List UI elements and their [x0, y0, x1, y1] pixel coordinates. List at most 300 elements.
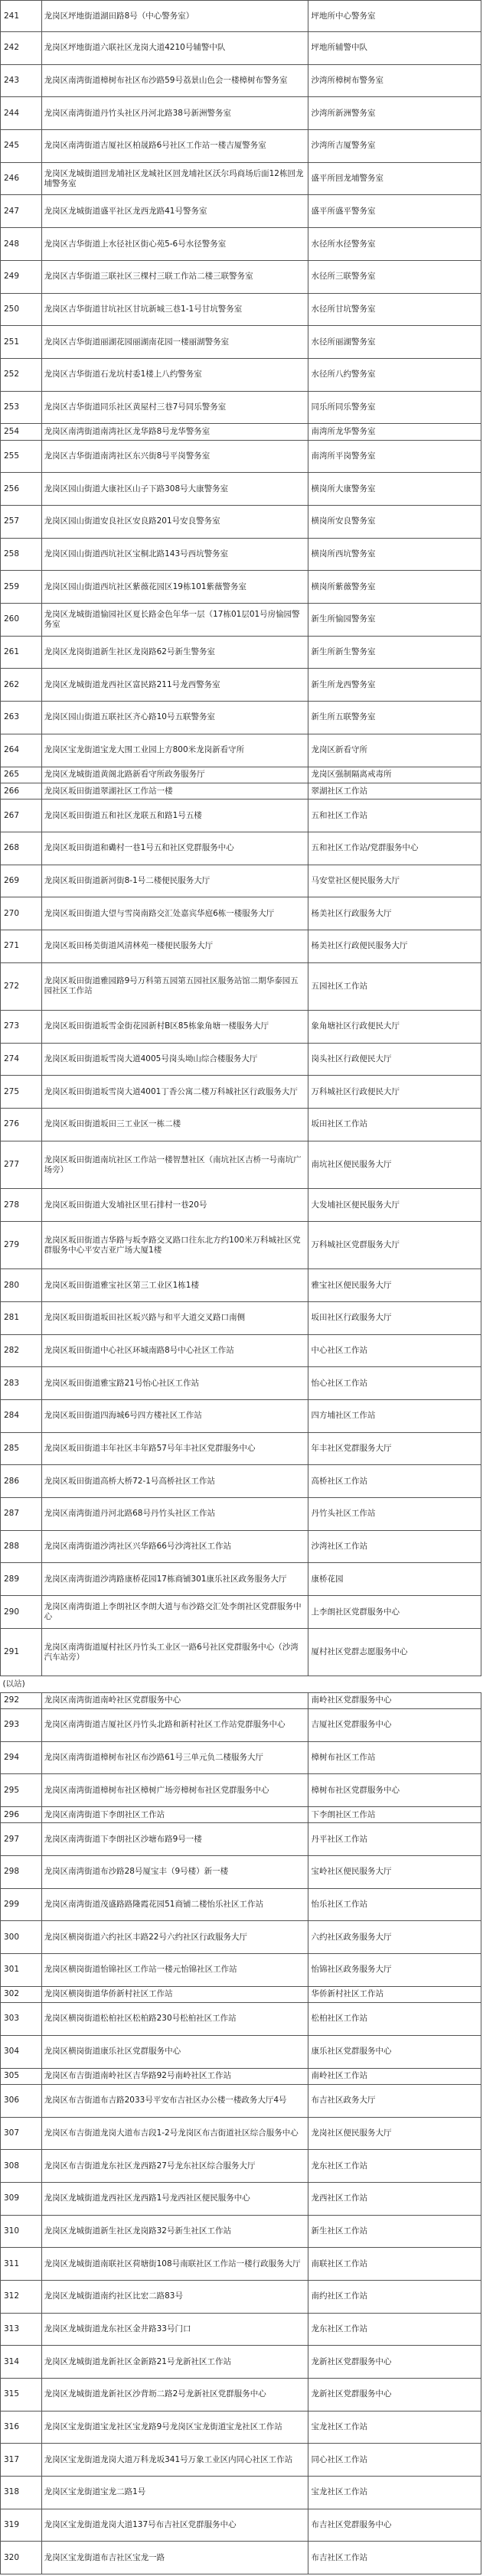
address-cell: 龙岗区坂田街道丰年社区丰年路57号年丰社区党群服务中心 — [41, 1432, 308, 1465]
row-number: 319 — [1, 2509, 42, 2542]
table-row — [1, 1334, 481, 1367]
address-cell: 龙岗区园山街道西坑社区紫薇花园区19栋101紫薇警务室 — [41, 571, 308, 604]
unit-name-cell: 横岗所紫薇警务室 — [308, 571, 481, 604]
row-number: 309 — [1, 2182, 42, 2215]
table-row — [1, 162, 481, 195]
row-number: 263 — [1, 702, 42, 734]
table-row — [1, 2182, 481, 2215]
address-cell: 龙岗区园山街道西坑社区宝桐北路143号西坑警务室 — [41, 538, 308, 571]
table-row — [1, 636, 481, 669]
unit-name-cell: 丹平社区工作站 — [308, 1823, 481, 1856]
row-number: 259 — [1, 571, 42, 604]
table-row — [1, 1141, 481, 1188]
address-cell: 龙岗区龙城街道盛平社区龙西龙路41号警务室 — [41, 195, 308, 228]
address-cell: 龙岗区南湾街道茂盛路路隆霞花园51商铺二楼怡乐社区工作站 — [41, 1888, 308, 1921]
address-cell: 龙岗区南湾街道樟树布社区樟树广场旁樟树布社区党群服务中心 — [41, 1774, 308, 1807]
table-row — [1, 1692, 481, 1708]
unit-name-cell: 横岗所安良警务室 — [308, 506, 481, 539]
row-number: 286 — [1, 1465, 42, 1498]
address-cell: 龙岗区布吉街道布吉路2033号平安布吉社区办公楼一楼政务大厅4号 — [41, 2084, 308, 2117]
table-row — [1, 2477, 481, 2509]
address-cell: 龙岗区龙城街道南约社区比宏二路83号 — [41, 2280, 308, 2313]
row-number: 253 — [1, 391, 42, 424]
table-row — [1, 64, 481, 97]
table-row — [1, 1921, 481, 1954]
unit-name-cell: 龙西社区工作站 — [308, 2182, 481, 2215]
row-number: 252 — [1, 358, 42, 391]
unit-name-cell: 坪地所中心警务室 — [308, 1, 481, 32]
address-cell: 龙岗区龙城街道黄阁北路新看守所政务服务厅 — [41, 767, 308, 783]
table-row — [1, 1807, 481, 1823]
unit-name-cell: 杨美社区行政服务大厅 — [308, 897, 481, 930]
address-cell: 龙岗区宝龙街道宝龙社区宝龙路9号龙岗区宝龙街道宝龙社区工作站 — [41, 2411, 308, 2444]
unit-name-cell: 横岗所大康警务室 — [308, 473, 481, 506]
address-cell: 龙岗区坂田街道吉华路与坂李路交叉路口往东北方约100米万科城社区党群服务中心平安吉亚广场大厦1楼 — [41, 1221, 308, 1268]
table-row — [1, 2411, 481, 2444]
unit-name-cell: 怡锦社区政务服务大厅 — [308, 1954, 481, 1987]
address-cell: 龙岗区坂田街道雅宝路21号怡心社区工作站 — [41, 1367, 308, 1400]
unit-name-cell: 龙岗区强制隔离戒毒所 — [308, 767, 481, 783]
address-cell: 龙岗区横岗街道华侨新村社区工作站 — [41, 1986, 308, 2002]
row-number: 276 — [1, 1109, 42, 1141]
address-cell: 龙岗区坂田街道坂雪岗大道4005号岗头坳山综合楼服务大厅 — [41, 1043, 308, 1076]
unit-name-cell: 水径所甘坑警务室 — [308, 293, 481, 326]
row-number: 295 — [1, 1774, 42, 1807]
address-cell: 龙岗区横岗街道六约社区丰路22号六约社区行政服务大厅 — [41, 1921, 308, 1954]
row-number: 291 — [1, 1628, 42, 1676]
unit-name-cell: 布吉社区政务大厅 — [308, 2084, 481, 2117]
row-number: 302 — [1, 1986, 42, 2002]
unit-name-cell: 龙新社区党群服务中心 — [308, 2346, 481, 2379]
row-number: 283 — [1, 1367, 42, 1400]
table-row — [1, 2280, 481, 2313]
table-row — [1, 260, 481, 293]
address-cell: 龙岗区南湾街道樟树布社区布沙路61号三单元负二楼服务大厅 — [41, 1741, 308, 1774]
row-number: 296 — [1, 1807, 42, 1823]
table-row — [1, 1498, 481, 1531]
unit-name-cell: 同乐所同乐警务室 — [308, 391, 481, 424]
address-cell: 龙岗区宝龙街道龙岗大道万科龙坂341号万象工业区内同心社区工作站 — [41, 2444, 308, 2477]
address-cell: 龙岗区龙城街道回龙埔社区龙城社区回龙埔社区沃尔玛商场后面12栋回龙埔警务室 — [41, 162, 308, 195]
address-cell: 龙岗区坂田街道大发埔社区里石排村一巷20号 — [41, 1189, 308, 1222]
unit-name-cell: 岗头社区行政便民大厅 — [308, 1043, 481, 1076]
unit-name-cell: 年丰社区党群服务大厅 — [308, 1432, 481, 1465]
table-row — [1, 1221, 481, 1268]
table-row — [1, 97, 481, 130]
unit-name-cell: 四方埔社区工作站 — [308, 1400, 481, 1433]
row-number: 297 — [1, 1823, 42, 1856]
unit-name-cell: 上李朗社区党群服务中心 — [308, 1596, 481, 1629]
address-cell: 龙岗区南湾街道丹竹头社区丹河北路38号新洲警务室 — [41, 97, 308, 130]
table-body — [1, 1, 481, 2574]
row-number: 270 — [1, 897, 42, 930]
unit-name-cell: 盛平所回龙埔警务室 — [308, 162, 481, 195]
row-number: 244 — [1, 97, 42, 130]
unit-name-cell: 康桥花园 — [308, 1563, 481, 1596]
table-row — [1, 897, 481, 930]
row-number: 256 — [1, 473, 42, 506]
row-number: 311 — [1, 2248, 42, 2281]
row-number: 308 — [1, 2150, 42, 2183]
address-cell: 龙岗区坂田杨美街道风清林苑一楼便民服务大厅 — [41, 930, 308, 962]
table-row — [1, 1741, 481, 1774]
row-number: 303 — [1, 2003, 42, 2036]
row-number: 249 — [1, 260, 42, 293]
address-cell: 龙岗区龙城街道龙西社区富民路211号龙西警务室 — [41, 669, 308, 702]
unit-name-cell: 下李朗社区工作站 — [308, 1807, 481, 1823]
table-row — [1, 930, 481, 962]
row-number: 310 — [1, 2215, 42, 2248]
address-cell: 龙岗区南湾街道沙湾路康桥花园17栋商铺301康乐社区政务服务大厅 — [41, 1563, 308, 1596]
unit-name-cell: 翠湖社区工作站 — [308, 783, 481, 799]
row-number: 290 — [1, 1596, 42, 1629]
address-cell: 龙岗区吉华街道同乐社区黄屋村三巷7号同乐警务室 — [41, 391, 308, 424]
unit-name-cell: 丹竹头社区工作站 — [308, 1498, 481, 1531]
table-row — [1, 2003, 481, 2036]
address-cell: 龙岗区宝龙街道龙岗大道137号布吉社区党群服务中心 — [41, 2509, 308, 2542]
unit-name-cell: 龙东社区工作站 — [308, 2150, 481, 2183]
row-number: 282 — [1, 1334, 42, 1367]
unit-name-cell: 沙湾所樟树布警务室 — [308, 64, 481, 97]
row-number: 304 — [1, 2035, 42, 2068]
table-row — [1, 538, 481, 571]
row-number: 313 — [1, 2313, 42, 2346]
address-cell: 龙岗区龙城街道龙东社区金井路33号门口 — [41, 2313, 308, 2346]
table-row — [1, 1563, 481, 1596]
unit-name-cell: 樟树布社区党群服务中心 — [308, 1774, 481, 1807]
address-cell: 龙岗区坂田街道南坑社区工作站一楼智慧社区（南坑社区吉桥一号南坑广场旁） — [41, 1141, 308, 1188]
row-number: 242 — [1, 32, 42, 65]
table-row — [1, 783, 481, 799]
row-number: 264 — [1, 734, 42, 767]
row-number: 272 — [1, 962, 42, 1010]
unit-name-cell: 高桥社区工作站 — [308, 1465, 481, 1498]
table-row — [1, 1954, 481, 1987]
table-row — [1, 473, 481, 506]
table-row — [1, 1, 481, 32]
unit-name-cell: 沙湾社区工作站 — [308, 1530, 481, 1563]
row-number: 289 — [1, 1563, 42, 1596]
table-row — [1, 130, 481, 163]
unit-name-cell: 万科城社区党群服务大厅 — [308, 1221, 481, 1268]
table-row — [1, 1076, 481, 1109]
table-row — [1, 1596, 481, 1629]
table-row — [1, 2084, 481, 2117]
row-number: 320 — [1, 2542, 42, 2574]
table-row — [1, 1465, 481, 1498]
table-row — [1, 32, 481, 65]
unit-name-cell: 横岗所西坑警务室 — [308, 538, 481, 571]
address-cell: 龙岗区龙城街道龙新社区沙背坜二路2号龙新社区党群服务中心 — [41, 2379, 308, 2412]
row-number: 287 — [1, 1498, 42, 1531]
unit-name-cell: 新生社区工作站 — [308, 2215, 481, 2248]
row-number: 246 — [1, 162, 42, 195]
address-cell: 龙岗区龙城街道南联社区荷塘街108号南联社区工作站一楼行政服务大厅 — [41, 2248, 308, 2281]
row-number: 300 — [1, 1921, 42, 1954]
row-number: 277 — [1, 1141, 42, 1188]
address-cell: 龙岗区南湾街道吉厦社区丹竹头北路和新村社区工作站党群服务中心 — [41, 1708, 308, 1741]
unit-name-cell: 马安堂社区便民服务大厅 — [308, 865, 481, 897]
table-row — [1, 962, 481, 1010]
unit-name-cell: 南湾所龙华警务室 — [308, 424, 481, 440]
table-row — [1, 2117, 481, 2150]
unit-name-cell: 沙湾所新洲警务室 — [308, 97, 481, 130]
address-cell: 龙岗区吉华街道甘坑社区甘坑新城三巷1-1号甘坑警务室 — [41, 293, 308, 326]
table-row — [1, 358, 481, 391]
row-number: 265 — [1, 767, 42, 783]
address-cell: 龙岗区吉华街道石龙坑村委1楼上八约警务室 — [41, 358, 308, 391]
table-row — [1, 1109, 481, 1141]
address-cell: 龙岗区布吉街道南岭社区吉华路92号南岭社区工作站 — [41, 2068, 308, 2084]
address-cell: 龙岗区南湾街道樟树布社区布沙路59号荔景山色会一楼樟树布警务室 — [41, 64, 308, 97]
section-separator-row — [1, 1676, 481, 1692]
row-number: 288 — [1, 1530, 42, 1563]
unit-name-cell: 同心社区工作站 — [308, 2444, 481, 2477]
address-cell: 龙岗区龙城街道龙西社区龙西路1号龙西社区便民服务中心 — [41, 2182, 308, 2215]
row-number: 243 — [1, 64, 42, 97]
row-number: 241 — [1, 1, 42, 32]
table-row — [1, 1189, 481, 1222]
table-row — [1, 800, 481, 832]
table-row — [1, 1986, 481, 2002]
table-row — [1, 1269, 481, 1302]
table-row — [1, 1708, 481, 1741]
table-row — [1, 767, 481, 783]
address-cell: 龙岗区吉华街道丽湖花园丽湖南花园一楼丽湖警务室 — [41, 326, 308, 359]
table-row — [1, 571, 481, 604]
address-cell: 龙岗区坂田街道坂田社区坂兴路与和平大道交叉路口南侧 — [41, 1301, 308, 1334]
unit-name-cell: 宝龙社区工作站 — [308, 2477, 481, 2509]
address-cell: 龙岗区吉华街道上水径社区街心苑5-6号水径警务室 — [41, 228, 308, 261]
row-number: 275 — [1, 1076, 42, 1109]
address-cell: 龙岗区坂田街道四海城6号四方楼社区工作站 — [41, 1400, 308, 1433]
unit-name-cell: 杨美社区行政便民服务大厅 — [308, 930, 481, 962]
table-row — [1, 734, 481, 767]
address-cell: 龙岗区坪地街道湖田路8号（中心警务室） — [41, 1, 308, 32]
unit-name-cell: 南岭社区工作站 — [308, 2068, 481, 2084]
row-number: 281 — [1, 1301, 42, 1334]
row-number: 262 — [1, 669, 42, 702]
unit-name-cell: 新生所新生警务室 — [308, 636, 481, 669]
unit-name-cell: 坂田社区工作站 — [308, 1109, 481, 1141]
unit-name-cell: 大发埔社区便民服务大厅 — [308, 1189, 481, 1222]
unit-name-cell: 万科城社区行政便民大厅 — [308, 1076, 481, 1109]
address-cell: 龙岗区南湾街道上李朗社区李朗大道与布沙路交汇处李朗社区党群服务中心 — [41, 1596, 308, 1629]
separator-label: (以站) — [2, 1679, 25, 1689]
unit-name-cell: 六约社区政务服务大厅 — [308, 1921, 481, 1954]
row-number: 258 — [1, 538, 42, 571]
unit-name-cell: 水径所水径警务室 — [308, 228, 481, 261]
unit-name-cell: 宝岭社区便民服务大厅 — [308, 1856, 481, 1889]
table-row — [1, 440, 481, 473]
address-cell: 龙岗区坂田街道和磡村一巷1号五和社区党群服务中心 — [41, 832, 308, 865]
address-cell: 龙岗区坂田街道雅宝社区第三工业区1栋1楼 — [41, 1269, 308, 1302]
address-cell: 龙岗区南湾街道厦村社区丹竹头工业区一路6号社区党群服务中心（沙湾汽车站旁） — [41, 1628, 308, 1676]
unit-name-cell: 怡心社区工作站 — [308, 1367, 481, 1400]
unit-name-cell: 新生所愉园警务室 — [308, 604, 481, 637]
table-row — [1, 506, 481, 539]
address-cell: 龙岗区园山街道大康社区山子下路308号大康警务室 — [41, 473, 308, 506]
address-cell: 龙岗区龙城街道龙新社区金新路21号龙新社区工作站 — [41, 2346, 308, 2379]
address-cell: 龙岗区坂田街道坂田三工业区一栋二楼 — [41, 1109, 308, 1141]
row-number: 266 — [1, 783, 42, 799]
address-cell: 龙岗区坂田街道新河街8-1号二楼便民服务大厅 — [41, 865, 308, 897]
row-number: 292 — [1, 1692, 42, 1708]
unit-name-cell: 水径所三联警务室 — [308, 260, 481, 293]
table-row — [1, 391, 481, 424]
row-number: 294 — [1, 1741, 42, 1774]
unit-name-cell: 南岭社区党群服务中心 — [308, 1692, 481, 1708]
row-number: 254 — [1, 424, 42, 440]
table-row — [1, 2509, 481, 2542]
address-cell: 龙岗区坂田街道坂雪岗大道4001丁香公寓二楼万科城社区行政服务大厅 — [41, 1076, 308, 1109]
address-cell: 龙岗区横岗街道松柏社区松柏路230号松柏社区工作站 — [41, 2003, 308, 2036]
table-row — [1, 326, 481, 359]
address-cell: 龙岗区坂田街道翠湖社区工作站一楼 — [41, 783, 308, 799]
unit-name-cell: 厦村社区党群志愿服务中心 — [308, 1628, 481, 1676]
table-row — [1, 2068, 481, 2084]
address-cell: 龙岗区南湾街道南岭社区党群服务中心 — [41, 1692, 308, 1708]
unit-name-cell: 宝龙社区工作站 — [308, 2411, 481, 2444]
unit-name-cell: 吉厦社区党群服务中心 — [308, 1708, 481, 1741]
unit-name-cell: 南坑社区便民服务大厅 — [308, 1141, 481, 1188]
address-cell: 龙岗区南湾街道沙湾社区兴华路66号沙湾社区工作站 — [41, 1530, 308, 1563]
table-row — [1, 1011, 481, 1044]
row-number: 250 — [1, 293, 42, 326]
address-cell: 龙岗区园山街道五联社区齐心路10号五联警务室 — [41, 702, 308, 734]
unit-name-cell: 怡乐社区工作站 — [308, 1888, 481, 1921]
row-number: 314 — [1, 2346, 42, 2379]
address-cell: 龙岗区南湾街道南湾社区龙华路8号龙华警务室 — [41, 424, 308, 440]
unit-name-cell: 新生所龙西警务室 — [308, 669, 481, 702]
table-row — [1, 1823, 481, 1856]
row-number: 293 — [1, 1708, 42, 1741]
table-row — [1, 1628, 481, 1676]
address-cell: 龙岗区园山街道安良社区安良路201号安良警务室 — [41, 506, 308, 539]
address-cell: 龙岗区布吉街道龙岗大道布吉段1-2号龙岗区布吉街道社区综合服务中心 — [41, 2117, 308, 2150]
unit-name-cell: 樟树布社区工作站 — [308, 1741, 481, 1774]
row-number: 247 — [1, 195, 42, 228]
table-row — [1, 1888, 481, 1921]
row-number: 305 — [1, 2068, 42, 2084]
address-cell: 龙岗区坂田街道中心社区环城南路8号中心社区工作站 — [41, 1334, 308, 1367]
row-number: 269 — [1, 865, 42, 897]
unit-name-cell: 布吉社区工作站 — [308, 2542, 481, 2574]
table-row — [1, 228, 481, 261]
unit-name-cell: 布吉社区党群服务中心 — [308, 2509, 481, 2542]
row-number: 298 — [1, 1856, 42, 1889]
row-number: 306 — [1, 2084, 42, 2117]
table-row — [1, 2248, 481, 2281]
row-number: 279 — [1, 1221, 42, 1268]
address-cell: 龙岗区坂田街道大望与雪岗南路交汇处嘉宾华庭6栋一楼服务大厅 — [41, 897, 308, 930]
row-number: 307 — [1, 2117, 42, 2150]
unit-name-cell: 五园社区工作站 — [308, 962, 481, 1010]
row-number: 278 — [1, 1189, 42, 1222]
address-cell: 龙岗区南湾街道吉厦社区柏晟路6号社区工作站一楼吉厦警务室 — [41, 130, 308, 163]
table-row — [1, 2542, 481, 2574]
address-cell: 龙岗区坪地街道六联社区龙岗大道4210号辅警中队 — [41, 32, 308, 65]
address-cell: 龙岗区南湾街道丹河北路68号丹竹头社区工作站 — [41, 1498, 308, 1531]
table-row — [1, 1530, 481, 1563]
unit-name-cell: 康乐社区党群服务中心 — [308, 2035, 481, 2068]
address-cell: 龙岗区坂田街道高桥大桥72-1号高桥社区工作站 — [41, 1465, 308, 1498]
row-number: 261 — [1, 636, 42, 669]
unit-name-cell: 南约社区工作站 — [308, 2280, 481, 2313]
table-row — [1, 195, 481, 228]
table-row — [1, 424, 481, 440]
address-cell: 龙岗区宝龙街道布吉社区宝龙一路 — [41, 2542, 308, 2574]
row-number: 271 — [1, 930, 42, 962]
table-row — [1, 865, 481, 897]
unit-name-cell: 龙岗社区便民服务大厅 — [308, 2117, 481, 2150]
address-cell: 龙岗区吉华街道南湾社区东兴街8号平岗警务室 — [41, 440, 308, 473]
table-row — [1, 669, 481, 702]
row-number: 257 — [1, 506, 42, 539]
table-row — [1, 1774, 481, 1807]
row-number: 312 — [1, 2280, 42, 2313]
table-row — [1, 293, 481, 326]
address-cell: 龙岗区坂田街道坂雪金街花园新村B区85栋象角塘一楼服务大厅 — [41, 1011, 308, 1044]
unit-name-cell: 五和社区工作站/党群服务中心 — [308, 832, 481, 865]
unit-name-cell: 雅宝社区便民服务大厅 — [308, 1269, 481, 1302]
unit-name-cell: 新生所五联警务室 — [308, 702, 481, 734]
address-cell: 龙岗区横岗街道怡锦社区工作站一楼元怡锦社区工作站 — [41, 1954, 308, 1987]
table-row — [1, 2444, 481, 2477]
unit-name-cell: 五和社区工作站 — [308, 800, 481, 832]
unit-name-cell: 坂田社区行政服务大厅 — [308, 1301, 481, 1334]
row-number: 316 — [1, 2411, 42, 2444]
address-cell: 龙岗区宝龙街道宝龙二路1号 — [41, 2477, 308, 2509]
row-number: 267 — [1, 800, 42, 832]
table-row — [1, 2150, 481, 2183]
row-number: 299 — [1, 1888, 42, 1921]
row-number: 301 — [1, 1954, 42, 1987]
address-cell: 龙岗区龙城街道新生社区龙岗路32号新生社区工作站 — [41, 2215, 308, 2248]
unit-name-cell: 龙岗区新看守所 — [308, 734, 481, 767]
row-number: 285 — [1, 1432, 42, 1465]
table-row — [1, 702, 481, 734]
table-row — [1, 2035, 481, 2068]
row-number: 318 — [1, 2477, 42, 2509]
table-row — [1, 2346, 481, 2379]
row-number: 284 — [1, 1400, 42, 1433]
address-cell: 龙岗区宝龙街道宝龙大围工业园上方800米龙岗新看守所 — [41, 734, 308, 767]
table-row — [1, 1043, 481, 1076]
table-row — [1, 1432, 481, 1465]
table-row — [1, 604, 481, 637]
unit-name-cell: 水径所丽湖警务室 — [308, 326, 481, 359]
unit-name-cell: 南联社区工作站 — [308, 2248, 481, 2281]
row-number: 317 — [1, 2444, 42, 2477]
unit-name-cell: 坪地所辅警中队 — [308, 32, 481, 65]
unit-name-cell: 中心社区工作站 — [308, 1334, 481, 1367]
unit-name-cell: 南湾所平岗警务室 — [308, 440, 481, 473]
row-number: 255 — [1, 440, 42, 473]
row-number: 251 — [1, 326, 42, 359]
table-row — [1, 1367, 481, 1400]
table-row — [1, 1856, 481, 1889]
address-cell: 龙岗区南湾街道下李朗社区工作站 — [41, 1807, 308, 1823]
unit-name-cell: 松柏社区工作站 — [308, 2003, 481, 2036]
row-number: 248 — [1, 228, 42, 261]
row-number: 245 — [1, 130, 42, 163]
address-cell: 龙岗区龙岗街道新生社区龙岗路62号新生警务室 — [41, 636, 308, 669]
row-number: 268 — [1, 832, 42, 865]
table-row — [1, 2215, 481, 2248]
table-row — [1, 2379, 481, 2412]
address-cell: 龙岗区坂田街道雅园路9号万科第五园第五园社区服务站馆二期华泰园五园社区工作站 — [41, 962, 308, 1010]
